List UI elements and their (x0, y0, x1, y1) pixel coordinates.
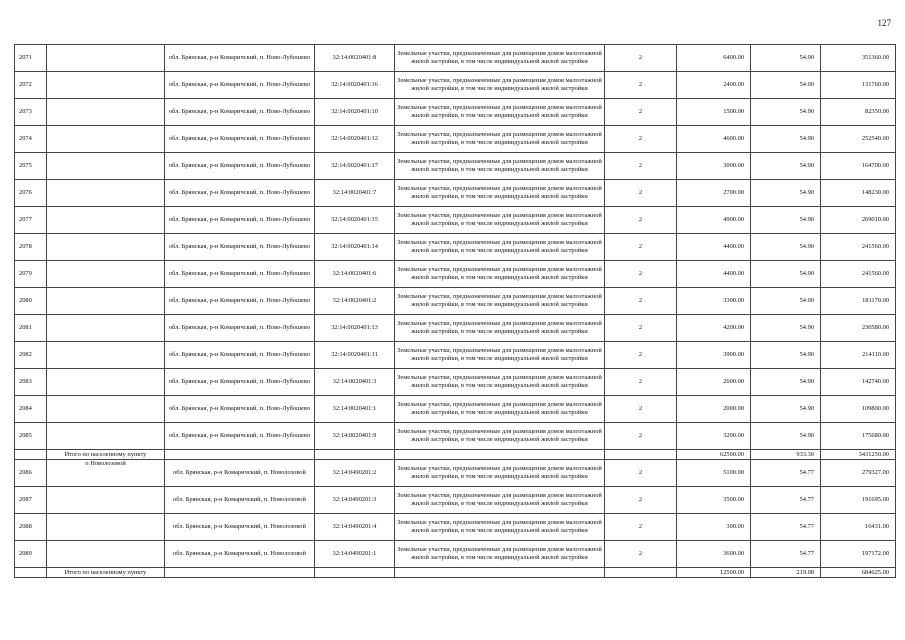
address-cell: обл. Брянская, р-н Комаричский, п. Новолозовой (165, 460, 315, 487)
empty-cell (315, 450, 395, 460)
table-row (15, 288, 896, 315)
cadastral-number: 32:14:0020401:15 (315, 207, 395, 234)
rate-cell: 54.90 (751, 369, 821, 396)
rate-cell: 54.77 (751, 541, 821, 568)
table-row (15, 541, 896, 568)
value-cell: 241560.00 (821, 234, 896, 261)
area-cell: 4200.00 (677, 315, 751, 342)
area-cell: 3200.00 (677, 423, 751, 450)
settlement-name (47, 487, 165, 514)
address-cell: обл. Брянская, р-н Комаричский, п. Ново-Лубошево (165, 261, 315, 288)
cadastral-number: 32:14:0020401:6 (315, 261, 395, 288)
land-use-cell: Земельные участки, предназначенные для размещения домов малоэтажной жилой застройки, в том числе индивидуальной жилой застройки (395, 315, 605, 342)
cadastral-number: 32:14:0020401:2 (315, 288, 395, 315)
row-number: 2071 (15, 45, 47, 72)
group-cell: 2 (605, 460, 677, 487)
group-cell: 2 (605, 369, 677, 396)
empty-cell (165, 568, 315, 578)
group-cell: 2 (605, 342, 677, 369)
row-number: 2088 (15, 514, 47, 541)
subtotal-number (15, 450, 47, 460)
land-use-cell: Земельные участки, предназначенные для размещения домов малоэтажной жилой застройки, в том числе индивидуальной жилой застройки (395, 126, 605, 153)
value-cell: 351360.00 (821, 45, 896, 72)
address-cell: обл. Брянская, р-н Комаричский, п. Ново-Лубошево (165, 423, 315, 450)
land-registry-table (14, 44, 896, 578)
land-use-cell: Земельные участки, предназначенные для размещения домов малоэтажной жилой застройки, в том числе индивидуальной жилой застройки (395, 369, 605, 396)
group-cell: 2 (605, 315, 677, 342)
area-cell: 6400.00 (677, 45, 751, 72)
land-use-cell: Земельные участки, предназначенные для размещения домов малоэтажной жилой застройки, в том числе индивидуальной жилой застройки (395, 45, 605, 72)
row-number: 2082 (15, 342, 47, 369)
rate-cell: 54.90 (751, 207, 821, 234)
settlement-name (47, 234, 165, 261)
value-cell: 252540.00 (821, 126, 896, 153)
subtotal-number (15, 568, 47, 578)
land-use-cell: Земельные участки, предназначенные для размещения домов малоэтажной жилой застройки, в том числе индивидуальной жилой застройки (395, 180, 605, 207)
area-cell: 3000.00 (677, 153, 751, 180)
subtotal-row (15, 450, 896, 460)
address-cell: обл. Брянская, р-н Комаричский, п. Ново-Лубошево (165, 207, 315, 234)
address-cell: обл. Брянская, р-н Комаричский, п. Ново-Лубошево (165, 126, 315, 153)
row-number: 2073 (15, 99, 47, 126)
address-cell: обл. Брянская, р-н Комаричский, п. Новолозовой (165, 514, 315, 541)
rate-cell: 54.90 (751, 180, 821, 207)
subtotal-label: Итого по населенному пункту (47, 568, 165, 578)
area-cell: 5100.00 (677, 460, 751, 487)
empty-cell (395, 568, 605, 578)
group-cell: 2 (605, 126, 677, 153)
address-cell: обл. Брянская, р-н Комаричский, п. Ново-Лубошево (165, 153, 315, 180)
address-cell: обл. Брянская, р-н Комаричский, п. Ново-Лубошево (165, 396, 315, 423)
land-use-cell: Земельные участки, предназначенные для размещения домов малоэтажной жилой застройки, в том числе индивидуальной жилой застройки (395, 541, 605, 568)
row-number: 2074 (15, 126, 47, 153)
subtotal-area: 62500.00 (677, 450, 751, 460)
settlement-name (47, 342, 165, 369)
area-cell: 4900.00 (677, 207, 751, 234)
row-number: 2083 (15, 369, 47, 396)
land-use-cell: Земельные участки, предназначенные для размещения домов малоэтажной жилой застройки, в том числе индивидуальной жилой застройки (395, 72, 605, 99)
cadastral-number: 32:14:0020401:14 (315, 234, 395, 261)
row-number: 2075 (15, 153, 47, 180)
address-cell: обл. Брянская, р-н Комаричский, п. Новолозовой (165, 487, 315, 514)
area-cell: 1500.00 (677, 99, 751, 126)
subtotal-area: 12500.00 (677, 568, 751, 578)
land-use-cell: Земельные участки, предназначенные для размещения домов малоэтажной жилой застройки, в том числе индивидуальной жилой застройки (395, 99, 605, 126)
cadastral-number: 32:14:0020401:10 (315, 99, 395, 126)
settlement-name (47, 126, 165, 153)
group-cell: 2 (605, 99, 677, 126)
row-number: 2081 (15, 315, 47, 342)
value-cell: 16431.00 (821, 514, 896, 541)
rate-cell: 54.77 (751, 487, 821, 514)
table-row (15, 45, 896, 72)
area-cell: 2000.00 (677, 396, 751, 423)
value-cell: 164700.00 (821, 153, 896, 180)
subtotal-rate: 219.08 (751, 568, 821, 578)
row-number: 2077 (15, 207, 47, 234)
settlement-name (47, 315, 165, 342)
cadastral-number: 32:14:0490201:3 (315, 487, 395, 514)
row-number: 2072 (15, 72, 47, 99)
settlement-name (47, 99, 165, 126)
empty-cell (395, 450, 605, 460)
area-cell: 3500.00 (677, 487, 751, 514)
address-cell: обл. Брянская, р-н Комаричский, п. Ново-Лубошево (165, 45, 315, 72)
land-use-cell: Земельные участки, предназначенные для размещения домов малоэтажной жилой застройки, в том числе индивидуальной жилой застройки (395, 234, 605, 261)
empty-cell (165, 450, 315, 460)
table-row (15, 261, 896, 288)
cadastral-number: 32:14:0020401:8 (315, 45, 395, 72)
cadastral-number: 32:14:0020401:7 (315, 180, 395, 207)
rate-cell: 54.90 (751, 288, 821, 315)
table-row (15, 487, 896, 514)
rate-cell: 54.77 (751, 460, 821, 487)
value-cell: 109800.00 (821, 396, 896, 423)
empty-cell (605, 450, 677, 460)
empty-cell (605, 568, 677, 578)
settlement-name (47, 45, 165, 72)
group-cell: 2 (605, 180, 677, 207)
value-cell: 148230.00 (821, 180, 896, 207)
value-cell: 214110.00 (821, 342, 896, 369)
address-cell: обл. Брянская, р-н Комаричский, п. Ново-Лубошево (165, 99, 315, 126)
rate-cell: 54.90 (751, 45, 821, 72)
rate-cell: 54.90 (751, 99, 821, 126)
group-cell: 2 (605, 288, 677, 315)
area-cell: 2600.00 (677, 369, 751, 396)
value-cell: 269010.00 (821, 207, 896, 234)
group-cell: 2 (605, 72, 677, 99)
table-row (15, 369, 896, 396)
value-cell: 82350.00 (821, 99, 896, 126)
row-number: 2086 (15, 460, 47, 487)
settlement-name (47, 423, 165, 450)
table-row (15, 460, 896, 487)
address-cell: обл. Брянская, р-н Комаричский, п. Ново-Лубошево (165, 342, 315, 369)
address-cell: обл. Брянская, р-н Комаричский, п. Новолозовой (165, 541, 315, 568)
cadastral-number: 32:14:0020401:13 (315, 315, 395, 342)
group-cell: 2 (605, 396, 677, 423)
settlement-name (47, 396, 165, 423)
value-cell: 197172.00 (821, 541, 896, 568)
value-cell: 279327.00 (821, 460, 896, 487)
area-cell: 4400.00 (677, 261, 751, 288)
address-cell: обл. Брянская, р-н Комаричский, п. Ново-Лубошево (165, 234, 315, 261)
rate-cell: 54.90 (751, 342, 821, 369)
row-number: 2084 (15, 396, 47, 423)
table-row (15, 207, 896, 234)
settlement-name (47, 72, 165, 99)
value-cell: 241560.00 (821, 261, 896, 288)
cadastral-number: 32:14:0020401:11 (315, 342, 395, 369)
row-number: 2076 (15, 180, 47, 207)
rate-cell: 54.90 (751, 261, 821, 288)
rate-cell: 54.90 (751, 234, 821, 261)
cadastral-number: 32:14:0020401:16 (315, 72, 395, 99)
group-cell: 2 (605, 541, 677, 568)
page-number: 127 (877, 18, 891, 28)
settlement-name (47, 288, 165, 315)
cadastral-number: 32:14:0020401:9 (315, 423, 395, 450)
cadastral-number: 32:14:0020401:12 (315, 126, 395, 153)
empty-cell (315, 568, 395, 578)
group-cell: 2 (605, 45, 677, 72)
settlement-name (47, 514, 165, 541)
settlement-name (47, 541, 165, 568)
rate-cell: 54.90 (751, 72, 821, 99)
settlement-name (47, 180, 165, 207)
address-cell: обл. Брянская, р-н Комаричский, п. Ново-Лубошево (165, 369, 315, 396)
value-cell: 175680.00 (821, 423, 896, 450)
cadastral-number: 32:14:0490201:4 (315, 514, 395, 541)
value-cell: 230580.00 (821, 315, 896, 342)
area-cell: 3300.00 (677, 288, 751, 315)
subtotal-value: 684625.00 (821, 568, 896, 578)
row-number: 2087 (15, 487, 47, 514)
land-use-cell: Земельные участки, предназначенные для размещения домов малоэтажной жилой застройки, в том числе индивидуальной жилой застройки (395, 288, 605, 315)
land-use-cell: Земельные участки, предназначенные для размещения домов малоэтажной жилой застройки, в том числе индивидуальной жилой застройки (395, 396, 605, 423)
rate-cell: 54.77 (751, 514, 821, 541)
group-cell: 2 (605, 261, 677, 288)
table-row (15, 396, 896, 423)
row-number: 2078 (15, 234, 47, 261)
area-cell: 300.00 (677, 514, 751, 541)
value-cell: 131760.00 (821, 72, 896, 99)
cadastral-number: 32:14:0490201:2 (315, 460, 395, 487)
table-row (15, 153, 896, 180)
settlement-name (47, 261, 165, 288)
table-row (15, 315, 896, 342)
address-cell: обл. Брянская, р-н Комаричский, п. Ново-Лубошево (165, 72, 315, 99)
land-use-cell: Земельные участки, предназначенные для размещения домов малоэтажной жилой застройки, в том числе индивидуальной жилой застройки (395, 342, 605, 369)
subtotal-label: Итого по населенному пункту (47, 450, 165, 460)
table-row (15, 514, 896, 541)
land-use-cell: Земельные участки, предназначенные для размещения домов малоэтажной жилой застройки, в том числе индивидуальной жилой застройки (395, 261, 605, 288)
cadastral-number: 32:14:0020401:17 (315, 153, 395, 180)
row-number: 2080 (15, 288, 47, 315)
table-row (15, 126, 896, 153)
rate-cell: 54.90 (751, 153, 821, 180)
area-cell: 4400.00 (677, 234, 751, 261)
land-use-cell: Земельные участки, предназначенные для размещения домов малоэтажной жилой застройки, в том числе индивидуальной жилой застройки (395, 487, 605, 514)
row-number: 2089 (15, 541, 47, 568)
address-cell: обл. Брянская, р-н Комаричский, п. Ново-Лубошево (165, 180, 315, 207)
land-use-cell: Земельные участки, предназначенные для размещения домов малоэтажной жилой застройки, в том числе индивидуальной жилой застройки (395, 423, 605, 450)
area-cell: 2400.00 (677, 72, 751, 99)
group-cell: 2 (605, 514, 677, 541)
value-cell: 191695.00 (821, 487, 896, 514)
value-cell: 181170.00 (821, 288, 896, 315)
table-row (15, 342, 896, 369)
table-row (15, 423, 896, 450)
cadastral-number: 32:14:0020401:3 (315, 369, 395, 396)
address-cell: обл. Брянская, р-н Комаричский, п. Ново-Лубошево (165, 288, 315, 315)
land-use-cell: Земельные участки, предназначенные для размещения домов малоэтажной жилой застройки, в том числе индивидуальной жилой застройки (395, 514, 605, 541)
subtotal-rate: 933.30 (751, 450, 821, 460)
cadastral-number: 32:14:0020401:1 (315, 396, 395, 423)
table-body (15, 45, 896, 578)
table-row (15, 72, 896, 99)
land-use-cell: Земельные участки, предназначенные для размещения домов малоэтажной жилой застройки, в том числе индивидуальной жилой застройки (395, 153, 605, 180)
group-cell: 2 (605, 487, 677, 514)
area-cell: 3600.00 (677, 541, 751, 568)
land-use-cell: Земельные участки, предназначенные для размещения домов малоэтажной жилой застройки, в том числе индивидуальной жилой застройки (395, 207, 605, 234)
settlement-name (47, 369, 165, 396)
group-cell: 2 (605, 423, 677, 450)
subtotal-value: 3431250.00 (821, 450, 896, 460)
rate-cell: 54.90 (751, 396, 821, 423)
cadastral-number: 32:14:0490201:1 (315, 541, 395, 568)
row-number: 2079 (15, 261, 47, 288)
rate-cell: 54.90 (751, 423, 821, 450)
settlement-name (47, 153, 165, 180)
settlement-name: п Новолозовой (47, 460, 165, 487)
settlement-name (47, 207, 165, 234)
group-cell: 2 (605, 234, 677, 261)
group-cell: 2 (605, 153, 677, 180)
subtotal-row (15, 568, 896, 578)
area-cell: 3900.00 (677, 342, 751, 369)
address-cell: обл. Брянская, р-н Комаричский, п. Ново-Лубошево (165, 315, 315, 342)
area-cell: 4600.00 (677, 126, 751, 153)
rate-cell: 54.90 (751, 126, 821, 153)
group-cell: 2 (605, 207, 677, 234)
table-row (15, 180, 896, 207)
table-row (15, 99, 896, 126)
row-number: 2085 (15, 423, 47, 450)
table-row (15, 234, 896, 261)
area-cell: 2700.00 (677, 180, 751, 207)
land-use-cell: Земельные участки, предназначенные для размещения домов малоэтажной жилой застройки, в том числе индивидуальной жилой застройки (395, 460, 605, 487)
rate-cell: 54.90 (751, 315, 821, 342)
value-cell: 142740.00 (821, 369, 896, 396)
